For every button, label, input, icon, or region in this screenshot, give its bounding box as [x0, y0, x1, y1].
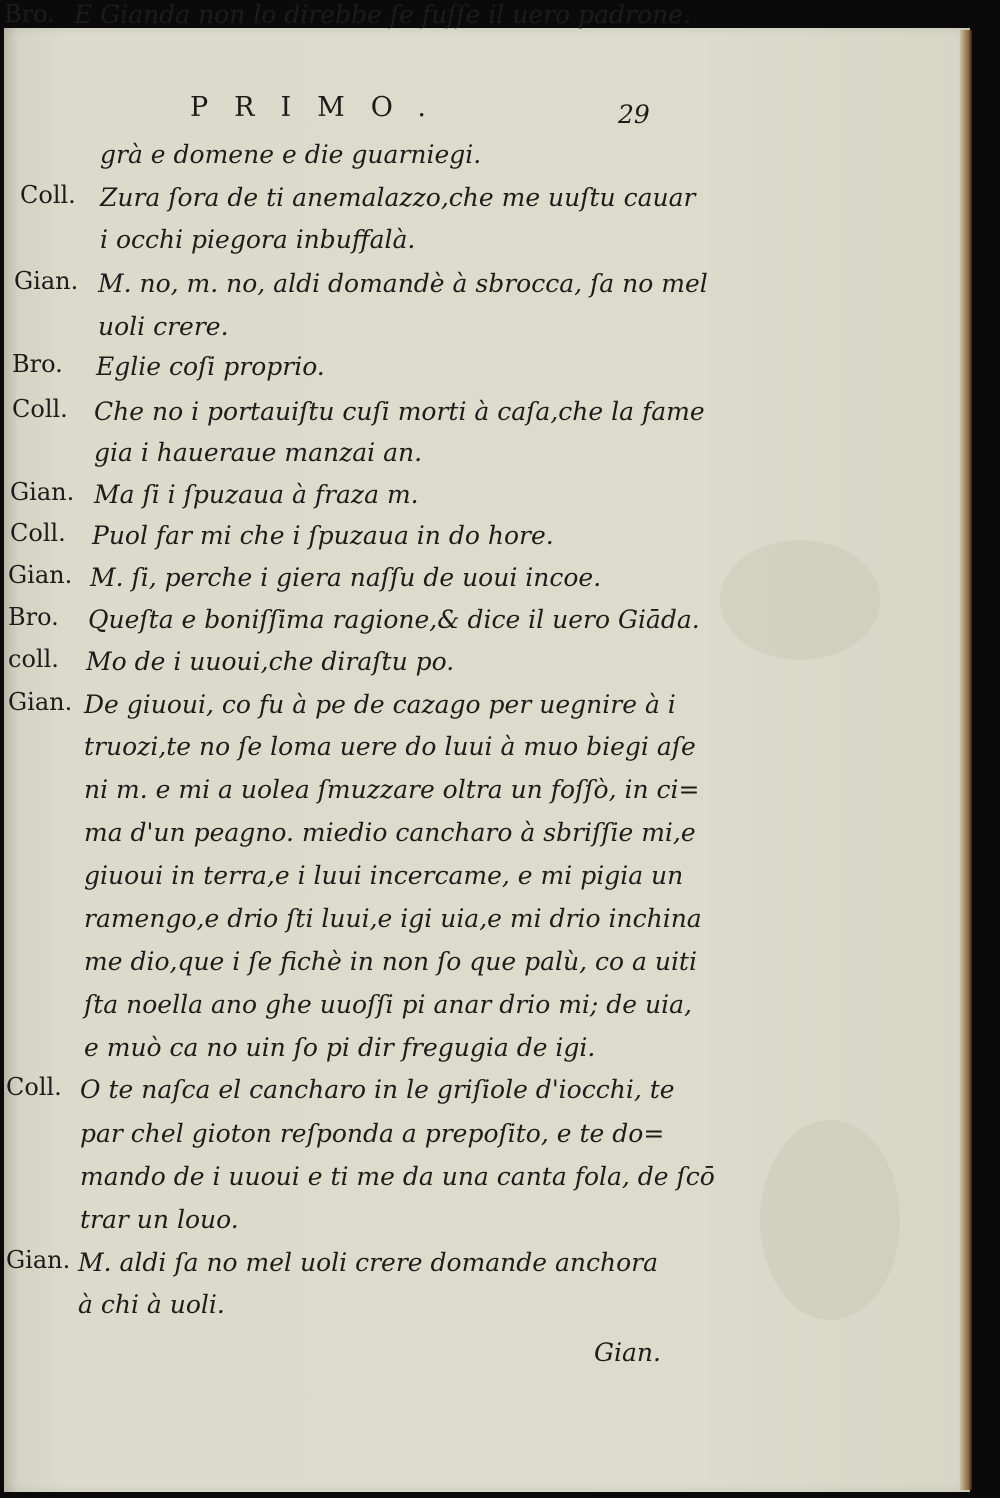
text-line: Zura ſora de ti anemalazzo,che me uuſtu cauar — [100, 183, 696, 212]
running-head: PRIMO. — [190, 92, 452, 123]
speaker-label: Gian. — [6, 1246, 71, 1274]
text-line: Ma ſi i ſpuzaua à fraza m. — [94, 480, 419, 509]
speaker-label: Coll. — [6, 1073, 62, 1101]
foxing-stain — [760, 1120, 900, 1320]
text-line: par chel gioton reſponda a prepoſito, e te do= — [80, 1119, 665, 1148]
speaker-label: Gian. — [8, 561, 73, 589]
text-line: Eglie coſi proprio. — [96, 352, 325, 381]
speaker-label: Coll. — [10, 519, 66, 547]
speaker-label: coll. — [8, 645, 59, 673]
speaker-label: Coll. — [20, 181, 76, 209]
text-line: mando de i uuoui e ti me da una canta fola, de ſcō — [80, 1162, 715, 1191]
text-line: trar un louo. — [80, 1205, 239, 1234]
text-line: e muò ca no uin ſo pi dir fregugia de igi. — [84, 1033, 596, 1062]
text-line: i occhi piegora inbuffalà. — [100, 225, 416, 254]
text-line: giuoui in terra,e i luui incercame, e mi pigia un — [84, 861, 684, 890]
text-line: ſta noella ano ghe uuoſſi pi anar drio mi; de uia, — [84, 990, 692, 1019]
text-line: me dio,que i ſe fichè in non ſo que palù, co a uiti — [84, 947, 697, 976]
text-line: uoli crere. — [98, 312, 229, 341]
page-number: 29 — [618, 100, 650, 129]
text-line: De giuoui, co fu à pe de cazago per uegnire à i — [84, 690, 676, 719]
text-line: ni m. e mi a uolea ſmuzzare oltra un foſſò, in ci= — [84, 775, 700, 804]
text-line: ma d'un peagno. miedio cancharo à sbriſſie mi,e — [84, 818, 696, 847]
speaker-label: Gian. — [10, 478, 75, 506]
text-line: à chi à uoli. — [78, 1290, 225, 1319]
text-line: Queſta e boniſſima ragione,& dice il uero Giāda. — [88, 605, 700, 634]
text-line: M. aldi ſa no mel uoli crere domande anchora — [78, 1248, 659, 1277]
text-line: M. ſi, perche i giera naſſu de uoui incoe. — [90, 563, 602, 592]
speaker-label: Bro. — [8, 603, 59, 631]
text-line: grà e domene e die guarniegi. — [100, 140, 482, 169]
speaker-label: Coll. — [12, 395, 68, 423]
foxing-stain — [720, 540, 880, 660]
speaker-label: Gian. — [8, 688, 73, 716]
text-line: Puol far mi che i ſpuzaua in do hore. — [92, 521, 554, 550]
text-line: Che no i portauiſtu cuſi morti à caſa,che la fame — [94, 397, 705, 426]
text-line: E Gianda non lo direbbe ſe fuſſe il uero padrone. — [74, 0, 691, 29]
text-line: O te naſca el cancharo in le griſiole d'iocchi, te — [80, 1075, 675, 1104]
page-edge — [960, 30, 972, 1490]
speaker-label: Bro. — [12, 350, 63, 378]
text-line: gia i haueraue manzai an. — [94, 438, 423, 467]
text-line: truozi,te no ſe loma uere do luui à muo biegi aſe — [84, 732, 696, 761]
speaker-label: Gian. — [14, 267, 79, 295]
text-line: M. no, m. no, aldi domandè à sbrocca, ſa no mel — [98, 269, 708, 298]
text-line: ramengo,e drio ſti luui,e igi uia,e mi drio inchina — [84, 904, 702, 933]
text-line: Mo de i uuoui,che diraſtu po. — [86, 647, 455, 676]
catchword: Gian. — [594, 1338, 661, 1367]
speaker-label: Bro. — [4, 0, 55, 28]
